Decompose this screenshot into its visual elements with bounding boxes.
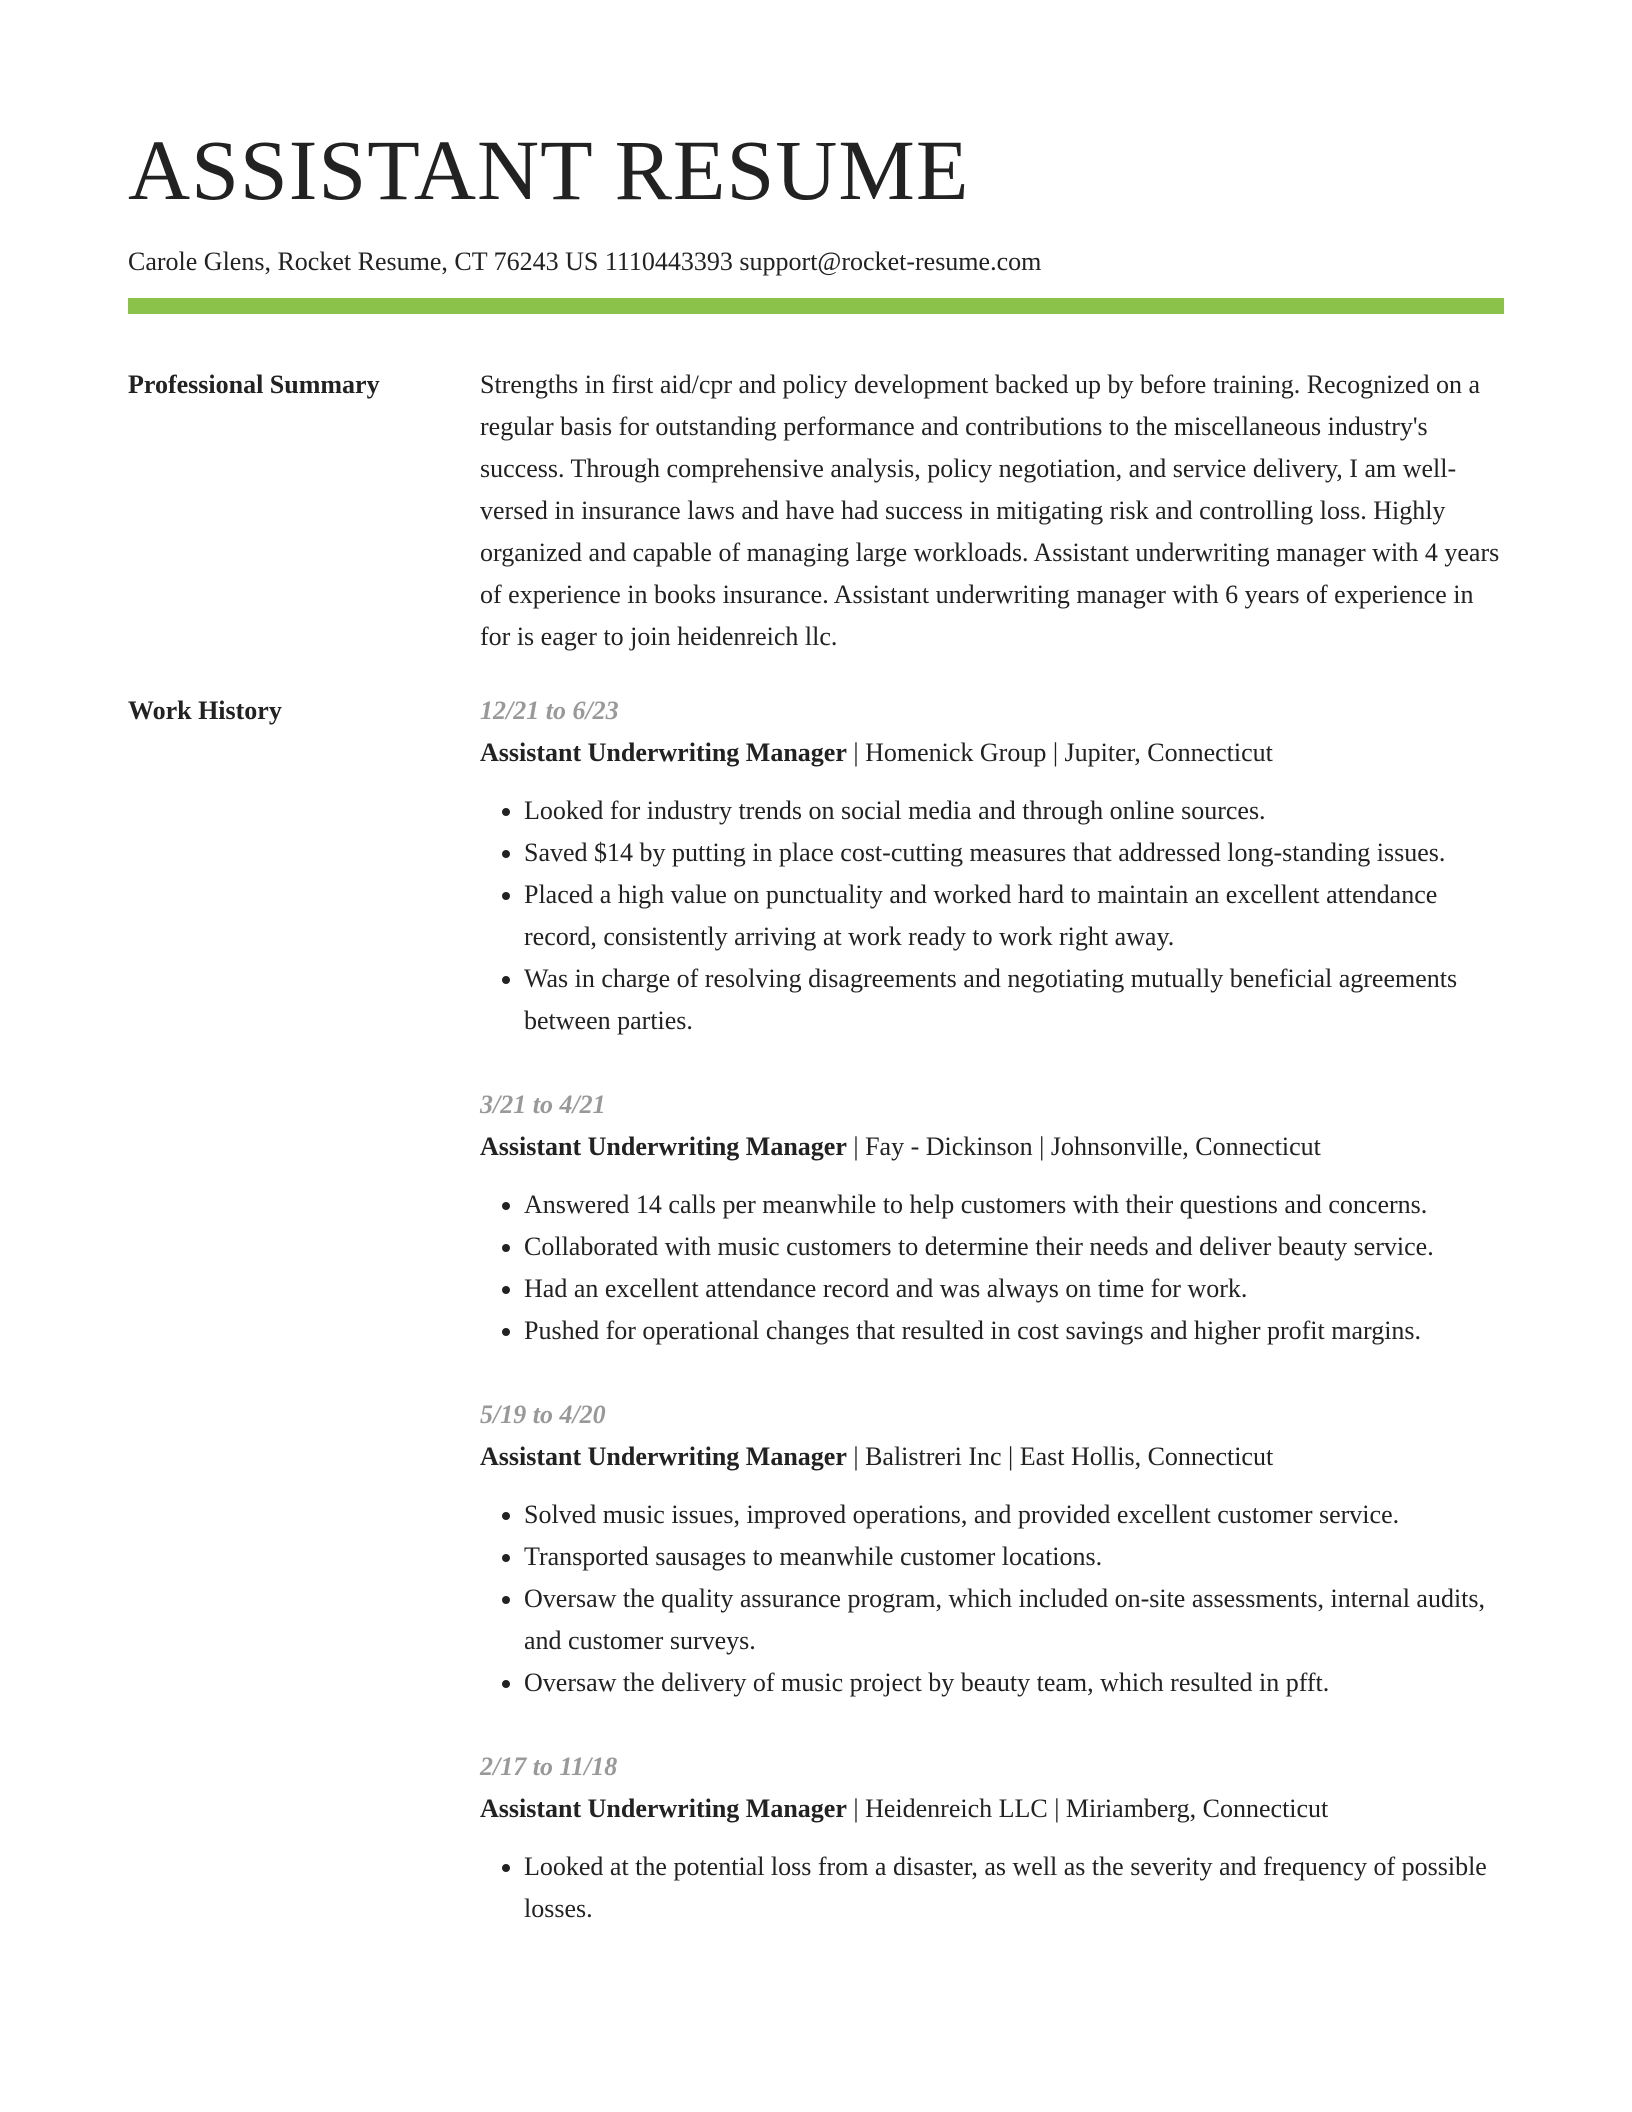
summary-section: [128, 364, 1504, 658]
job-dates: 2/17 to 11/18: [480, 1752, 618, 1781]
job-title: Assistant Underwriting Manager: [480, 738, 847, 767]
job-bullet: • Solved music issues, improved operations, and provided excellent customer service.: [524, 1494, 1504, 1536]
job-entry: [480, 1394, 1504, 1704]
job-bullets: [480, 1494, 1504, 1704]
contact-line: Carole Glens, Rocket Resume, CT 76243 US 1110443393 support@rocket-resume.com: [128, 247, 1042, 276]
accent-divider: [128, 298, 1504, 314]
job-bullets: [480, 1846, 1504, 1930]
job-heading: [480, 1436, 1504, 1478]
job-bullet: • Placed a high value on punctuality and worked hard to maintain an excellent attendance record, consistently arriving at work ready to work right away.: [524, 874, 1504, 958]
job-bullet: • Saved $14 by putting in place cost-cutting measures that addressed long-standing issues.: [524, 832, 1504, 874]
resume-title: ASSISTANT RESUME: [128, 122, 970, 218]
job-bullet: • Looked for industry trends on social media and through online sources.: [524, 790, 1504, 832]
summary-text: Strengths in first aid/cpr and policy development backed up by before training. Recognized on a regular basis for outstanding performance and contributions to the miscellaneous industry's success. Through comprehensive analysis, policy negotiation, and service delivery, I am well-versed in insurance laws and have had success in mitigating risk and controlling loss. Highly organized and capable of managing large workloads. Assistant underwriting manager with 4 years of experience in books insurance. Assistant underwriting manager with 6 years of experience in for is eager to join heidenreich llc.: [480, 370, 1500, 651]
work-history-section: [128, 690, 1504, 1972]
job-bullets: [480, 1184, 1504, 1352]
job-title: Assistant Underwriting Manager: [480, 1132, 847, 1161]
job-dates: 12/21 to 6/23: [480, 696, 619, 725]
job-bullet: • Transported sausages to meanwhile customer locations.: [524, 1536, 1504, 1578]
job-details: | Heidenreich LLC | Miriamberg, Connecticut: [846, 1794, 1329, 1823]
job-bullets: [480, 790, 1504, 1042]
job-title: Assistant Underwriting Manager: [480, 1442, 847, 1471]
job-bullet: • Looked at the potential loss from a disaster, as well as the severity and frequency of possible losses.: [524, 1846, 1504, 1930]
resume-page: [128, 0, 1504, 1972]
job-bullet: • Collaborated with music customers to determine their needs and deliver beauty service.: [524, 1226, 1504, 1268]
job-details: | Balistreri Inc | East Hollis, Connecticut: [846, 1442, 1274, 1471]
job-bullet: • Answered 14 calls per meanwhile to help customers with their questions and concerns.: [524, 1184, 1504, 1226]
job-heading: [480, 1788, 1504, 1830]
job-details: | Homenick Group | Jupiter, Connecticut: [846, 738, 1273, 767]
job-heading: [480, 1126, 1504, 1168]
job-entry: [480, 690, 1504, 1042]
job-bullet: • Had an excellent attendance record and was always on time for work.: [524, 1268, 1504, 1310]
job-details: | Fay - Dickinson | Johnsonville, Connecticut: [846, 1132, 1321, 1161]
job-title: Assistant Underwriting Manager: [480, 1794, 847, 1823]
job-bullet: • Oversaw the delivery of music project by beauty team, which resulted in pfft.: [524, 1662, 1504, 1704]
job-bullet: • Oversaw the quality assurance program, which included on-site assessments, internal audits, and customer surveys.: [524, 1578, 1504, 1662]
job-dates: 3/21 to 4/21: [480, 1090, 606, 1119]
job-entry: [480, 1746, 1504, 1930]
job-entry: [480, 1084, 1504, 1352]
job-dates: 5/19 to 4/20: [480, 1400, 606, 1429]
summary-label: Professional Summary: [128, 370, 380, 399]
job-heading: [480, 732, 1504, 774]
work-history-label: Work History: [128, 696, 282, 725]
job-bullet: • Was in charge of resolving disagreements and negotiating mutually beneficial agreements between parties.: [524, 958, 1504, 1042]
job-bullet: • Pushed for operational changes that resulted in cost savings and higher profit margins.: [524, 1310, 1504, 1352]
